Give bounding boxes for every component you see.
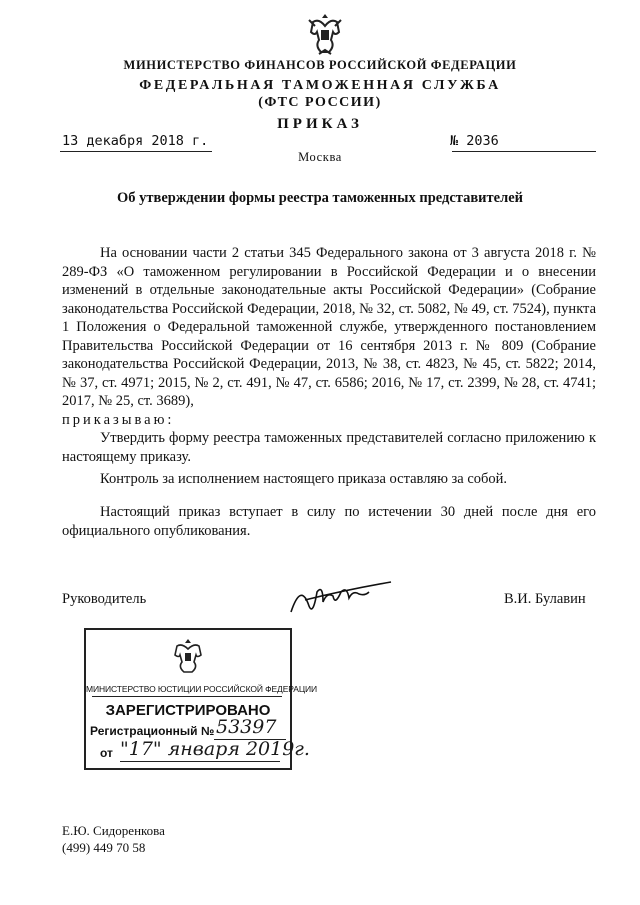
executor-name: Е.Ю. Сидоренкова [62, 823, 165, 838]
preamble-paragraph: На основании части 2 статьи 345 Федерального закона от 3 августа 2018 г. № 289-ФЗ «О таможенном регулировании в Российской Федерации и о внесении изменений в отдельные законодательные акты Российской Федерации» (Собрание законодательства Российской Федерации, 2018, № 32, ст. 5082, № 49, ст. 7524), пункта 1 Положения о Федеральной таможенной службе, утвержденного постановлением Правительства Российской Федерации от 16 сентября 2013 г. № 809 (Собрание законодательства Российской Федерации, 2013, № 38, ст. 4823, № 45, ст. 5822; 2014, № 37, ст. 4971; 2015, № 2, ст. 491, № 47, ст. 6586; 2016, № 17, ст. 2399, № 28, ст. 4741; 2017, № 25, ст. 3689), [62, 245, 596, 409]
order-word: приказываю: [62, 411, 175, 428]
order-item-1: Утвердить форму реестра таможенных представителей согласно приложению к настоящему приказу. [62, 430, 596, 465]
stamp-ministry: МИНИСТЕРСТВО ЮСТИЦИИ РОССИЙСКОЙ ФЕДЕРАЦИИ [86, 684, 318, 694]
service-header: ФЕДЕРАЛЬНАЯ ТАМОЖЕННАЯ СЛУЖБА [139, 78, 501, 93]
stamp-date-underline [120, 761, 280, 762]
stamp-reg-date: "17" января 2019г. [120, 738, 310, 760]
order-item-3: Настоящий приказ вступает в силу по истечении 30 дней после дня его официального опубликования. [62, 504, 596, 539]
ministry-header: МИНИСТЕРСТВО ФИНАНСОВ РОССИЙСКОЙ ФЕДЕРАЦИИ [123, 58, 517, 72]
stamp-date-label: от [100, 746, 113, 760]
order-item-3-block [62, 503, 596, 540]
document-date: 13 декабря 2018 г. [62, 133, 209, 149]
double-headed-eagle-emblem-icon [305, 10, 345, 58]
stamp-reg-number: 53397 [216, 716, 277, 738]
stamp-reg-number-label: Регистрационный № [90, 724, 215, 738]
registration-stamp [84, 628, 318, 770]
document-number: № 2036 [450, 133, 499, 149]
handwritten-signature [285, 580, 395, 620]
document-type: ПРИКАЗ [277, 116, 363, 132]
order-item-2-block [62, 470, 596, 489]
order-item-2: Контроль за исполнением настоящего приказа оставляю за собой. [100, 471, 508, 487]
executor-block [62, 822, 165, 856]
executor-phone: (499) 449 70 58 [62, 840, 146, 855]
document-title: Об утверждении формы реестра таможенных представителей [116, 190, 523, 206]
stamp-divider [92, 696, 282, 697]
preamble-block [62, 244, 596, 466]
signatory-name: В.И. Булавин [504, 591, 586, 607]
signatory-role: Руководитель [62, 591, 147, 607]
document-city: Москва [298, 150, 342, 164]
stamp-registered-label: ЗАРЕГИСТРИРОВАНО [105, 702, 271, 719]
stamp-emblem-icon [168, 636, 208, 676]
service-abbreviation: (ФТС РОССИИ) [258, 95, 382, 110]
